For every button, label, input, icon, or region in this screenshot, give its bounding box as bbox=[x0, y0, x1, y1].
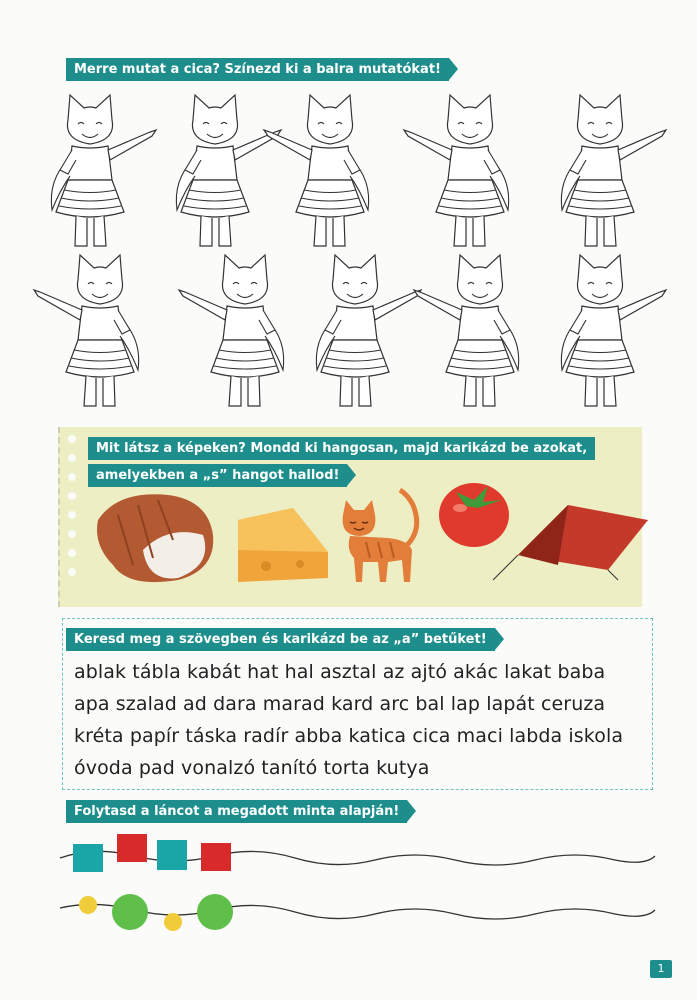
chain-line-1 bbox=[60, 851, 655, 865]
teal-square bbox=[73, 844, 103, 872]
word-line: óvoda pad vonalzó tanító torta kutya bbox=[74, 757, 430, 779]
notebook-holes bbox=[68, 435, 76, 587]
task1-instruction: Merre mutat a cica? Színezd ki a balra mutatókat! bbox=[66, 58, 449, 81]
cat-icon bbox=[343, 490, 417, 582]
cheese-icon bbox=[238, 508, 328, 582]
red-square bbox=[117, 834, 147, 862]
chain-line-2 bbox=[60, 904, 655, 919]
task2-instruction-line2: amelyekben a „s” hangot hallod! bbox=[88, 464, 347, 487]
green-dot bbox=[112, 894, 148, 930]
task2-pictures bbox=[88, 470, 648, 590]
green-dot bbox=[197, 894, 233, 930]
yellow-dot bbox=[79, 896, 97, 914]
teal-square bbox=[157, 840, 187, 870]
word-line: apa szalad ad dara marad kard arc bal lap lapát ceruza bbox=[74, 693, 606, 715]
cat-grid bbox=[10, 80, 690, 410]
task3-instruction: Keresd meg a szövegben és karikázd be az „a” betűket! bbox=[66, 628, 495, 651]
word-line: ablak tábla kabát hat hal asztal az ajtó akác lakat baba bbox=[74, 661, 606, 683]
word-list bbox=[74, 656, 654, 784]
pattern-chains bbox=[55, 828, 665, 938]
red-square bbox=[201, 843, 231, 871]
task2-instruction-line1: Mit látsz a képeken? Mondd ki hangosan, majd karikázd be azokat, bbox=[88, 437, 595, 460]
bread-icon bbox=[97, 494, 213, 582]
tomato-icon bbox=[439, 483, 509, 547]
page-number: 1 bbox=[650, 960, 672, 978]
yellow-dot bbox=[164, 913, 182, 931]
word-line: kréta papír táska radír abba katica cica maci labda iskola bbox=[74, 725, 624, 747]
task4-instruction: Folytasd a láncot a megadott minta alapján! bbox=[66, 800, 407, 823]
tent-icon bbox=[493, 505, 648, 580]
